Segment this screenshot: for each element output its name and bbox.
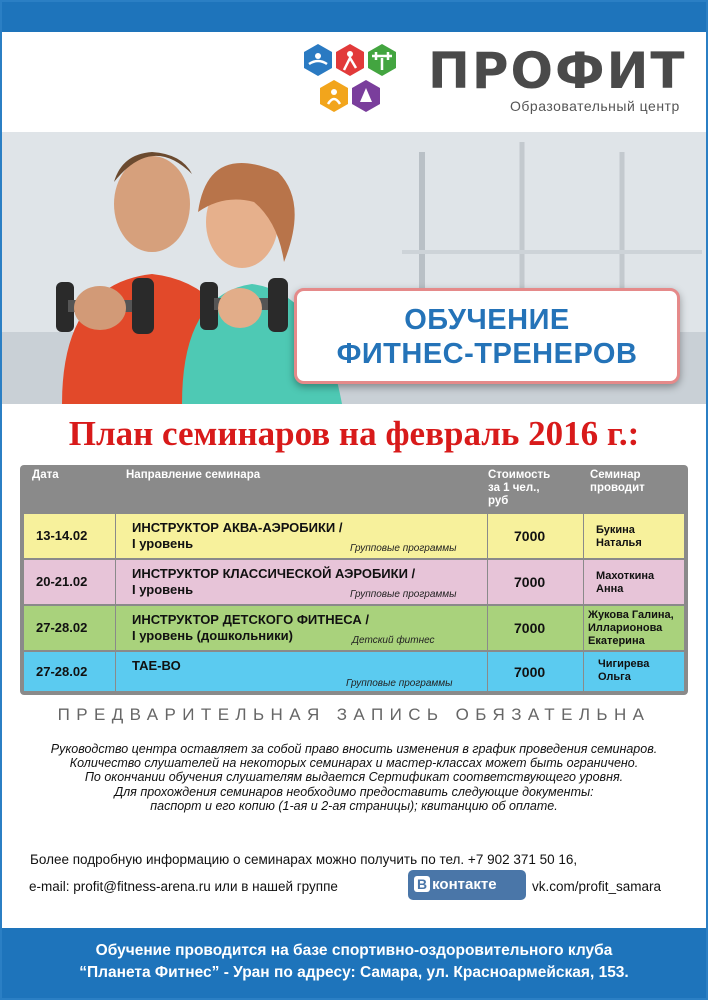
row-course-l2: I уровень (дошкольники) bbox=[132, 628, 293, 643]
hero-title-line1: ОБУЧЕНИЕ bbox=[404, 304, 570, 336]
row-type: Групповые программы bbox=[350, 589, 457, 600]
row-course-l1: ИНСТРУКТОР КЛАССИЧЕСКОЙ АЭРОБИКИ / bbox=[132, 566, 416, 581]
row-teacher-l1: Чигирева bbox=[598, 658, 650, 670]
table-row bbox=[24, 560, 684, 604]
seminar-table bbox=[20, 465, 688, 695]
footer-line2: “Планета Фитнес” - Уран по адресу: Самара, ул. Красноармейская, 153. bbox=[79, 964, 629, 981]
row-teacher bbox=[588, 609, 674, 648]
notice-text: ПРЕДВАРИТЕЛЬНАЯ ЗАПИСЬ ОБЯЗАТЕЛЬНА bbox=[57, 705, 651, 724]
row-teacher bbox=[596, 524, 642, 550]
header-date: Дата bbox=[32, 469, 59, 481]
row-course bbox=[132, 612, 369, 644]
row-course-l1: ТАЕ-ВО bbox=[132, 658, 181, 673]
info-line: Руководство центра оставляет за собой право вносить изменения в график проведения семинаров. bbox=[50, 742, 658, 756]
brand-name: ПРОФИТ bbox=[428, 42, 687, 100]
row-date: 13-14.02 bbox=[36, 528, 88, 543]
row-teacher-l2: Илларионова bbox=[588, 622, 663, 634]
logo-hexagons-icon bbox=[300, 42, 416, 116]
row-date: 20-21.02 bbox=[36, 574, 88, 589]
row-course-l1: ИНСТРУКТОР ДЕТСКОГО ФИТНЕСА / bbox=[132, 612, 369, 627]
row-teacher bbox=[596, 570, 654, 596]
row-price: 7000 bbox=[514, 528, 546, 544]
footer bbox=[2, 928, 706, 998]
table-row bbox=[24, 652, 684, 691]
row-date: 27-28.02 bbox=[36, 620, 88, 635]
row-price: 7000 bbox=[514, 620, 546, 636]
vk-badge-label: контакте bbox=[432, 876, 497, 893]
header bbox=[2, 32, 706, 132]
row-course bbox=[132, 520, 343, 552]
header-price bbox=[488, 469, 550, 508]
hero-title-line2: ФИТНЕС-ТРЕНЕРОВ bbox=[336, 338, 638, 370]
header-price-l1: Стоимость bbox=[488, 469, 551, 481]
brand-subtitle: Образовательный центр bbox=[510, 98, 680, 114]
info-line: паспорт и его копию (1-ая и 2-ая страницы); квитанцию об оплате. bbox=[150, 798, 558, 813]
hero-banner bbox=[2, 132, 706, 404]
table-row bbox=[24, 606, 684, 650]
row-price: 7000 bbox=[514, 574, 546, 590]
row-course-l2: I уровень bbox=[132, 582, 194, 597]
plan-title: План семинаров на февраль 2016 г.: bbox=[68, 414, 640, 453]
vk-group-link[interactable]: vk.com/profit_samara bbox=[532, 879, 662, 894]
row-teacher-l3: Екатерина bbox=[588, 635, 645, 647]
row-type: Групповые программы bbox=[350, 543, 457, 554]
row-course-l2: I уровень bbox=[132, 536, 194, 551]
header-teacher bbox=[590, 469, 645, 495]
contact-phone-line: Более подробную информацию о семинарах можно получить по тел. +7 902 371 50 16, bbox=[30, 852, 578, 867]
header-direction: Направление семинара bbox=[126, 469, 261, 481]
top-band bbox=[2, 2, 706, 32]
hero-title-card bbox=[294, 288, 680, 384]
row-type: Групповые программы bbox=[346, 678, 453, 689]
row-price: 7000 bbox=[514, 664, 546, 680]
row-teacher-l1: Жукова Галина, bbox=[588, 609, 674, 621]
row-course bbox=[132, 658, 181, 674]
row-teacher-l1: Букина bbox=[596, 524, 635, 536]
header-price-l3: руб bbox=[488, 495, 509, 507]
row-teacher-l2: Анна bbox=[596, 583, 624, 595]
vkontakte-badge[interactable] bbox=[408, 870, 526, 900]
poster bbox=[2, 2, 706, 998]
vk-logo-letter: В bbox=[414, 876, 430, 892]
info-block bbox=[2, 742, 706, 813]
header-price-l2: за 1 чел., bbox=[488, 482, 540, 494]
row-type: Детский фитнес bbox=[352, 635, 435, 646]
footer-line1: Обучение проводится на базе спортивно-оздоровительного клуба bbox=[95, 942, 613, 959]
row-teacher-l2: Ольга bbox=[598, 671, 631, 683]
row-teacher bbox=[598, 658, 649, 684]
row-teacher-l2: Наталья bbox=[596, 537, 642, 549]
table-row bbox=[24, 514, 684, 558]
row-teacher-l1: Махоткина bbox=[596, 570, 655, 582]
header-teacher-l2: проводит bbox=[590, 482, 645, 494]
info-line: Количество слушателей на некоторых семинарах и мастер-классах может быть ограничено. bbox=[69, 756, 639, 771]
contact-email-line: e-mail: profit@fitness-arena.ru или в нашей группе bbox=[29, 879, 338, 894]
table-header bbox=[20, 465, 688, 513]
info-line: Для прохождения семинаров необходимо предоставить следующие документы: bbox=[114, 784, 594, 799]
row-course-l1: ИНСТРУКТОР АКВА-АЭРОБИКИ / bbox=[132, 520, 343, 535]
row-date: 27-28.02 bbox=[36, 664, 88, 679]
info-line: По окончании обучения слушателям выдается Сертификат соответствующего уровня. bbox=[84, 770, 624, 785]
header-teacher-l1: Семинар bbox=[590, 469, 641, 481]
